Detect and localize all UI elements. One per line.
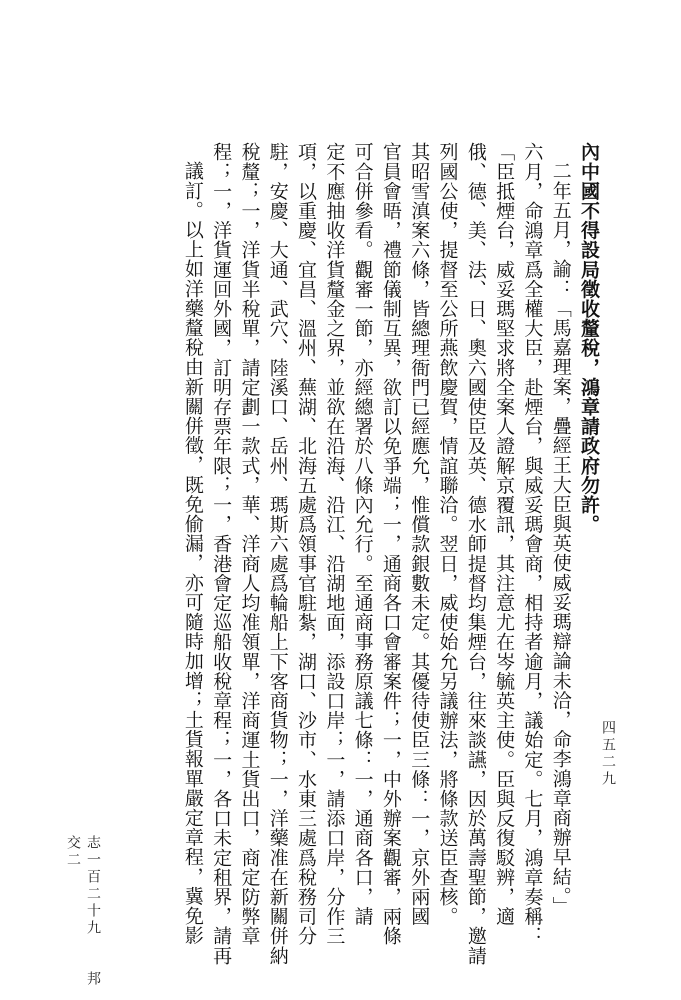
text-column: 官員會晤，禮節儀制互異，欲訂以免爭端；一，通商各口會審案件；一，中外辦案觀審，兩條 [379, 142, 402, 946]
text-column: 「臣抵煙台，威妥瑪堅求將全案人證解京覆訊，其注意尤在岑毓英主使。臣與反復駁辨，適 [493, 142, 516, 926]
text-column: 定不應抽收洋貨釐金之界，並欲在沿海、沿江、沿湖地面，添設口岸；一，請添口岸，分作三 [323, 142, 346, 946]
text-column: 議訂。以上如洋藥釐稅由新關併徵，既免偷漏，亦可隨時加增；土貨報單嚴定章程，冀免影 [181, 161, 204, 945]
text-column: 二年五月，諭：「馬嘉理案，疊經王大臣與英使威妥瑪辯論未洽，命李鴻章商辦早結。」 [549, 161, 572, 916]
text-column: 列國公使，提督至公所燕飲慶賀，情誼聯洽。翌日，威使始允另議辦法，將條款送臣查核。 [436, 142, 459, 926]
section-heading: 內中國不得設局徵收釐稅，鴻章請政府勿許。 [578, 142, 600, 534]
text-column: 稅釐；一，洋貨半稅單，請定劃一款式，華、洋商人均准領單，洋商運土貨出口，商定防弊章 [238, 142, 261, 946]
page-number: 四五二九 [600, 720, 616, 788]
text-column: 可合併參看。觀審一節，亦經總署於八條內允行。至通商事務原議七條：一，通商各口，請 [351, 142, 374, 926]
text-column: 其昭雪滇案六條，皆總理衙門已經應允，惟償款銀數未定。其優待使臣三條：一，京外兩國 [408, 142, 431, 926]
text-column: 程；一，洋貨運回外國，訂明存票年限；一，香港會定巡船收稅章程；一，各口未定租界，請再 [210, 142, 233, 966]
text-column: 六月，命鴻章爲全權大臣，赴煙台，與威妥瑪會商，相持者逾月，議始定。七月，鴻章奏稱： [521, 142, 544, 946]
text-column: 項，以重慶、宜昌、溫州、蕪湖、北海五處爲領事官駐紮，湖口、沙市、水東三處爲稅務司分 [295, 142, 318, 946]
body-text [179, 142, 603, 966]
text-column: 俄、德、美、法、日、奧六國使臣及英、德水師提督均集煙台，往來談讌，因於萬壽聖節，邀請 [464, 142, 487, 966]
running-header: 志一百二十九 邦交二 [65, 835, 101, 988]
text-column: 駐，安慶、大通、武穴、陸溪口、岳州、瑪斯六處爲輪船上下客商貨物；一，洋藥准在新關併納 [266, 142, 289, 966]
